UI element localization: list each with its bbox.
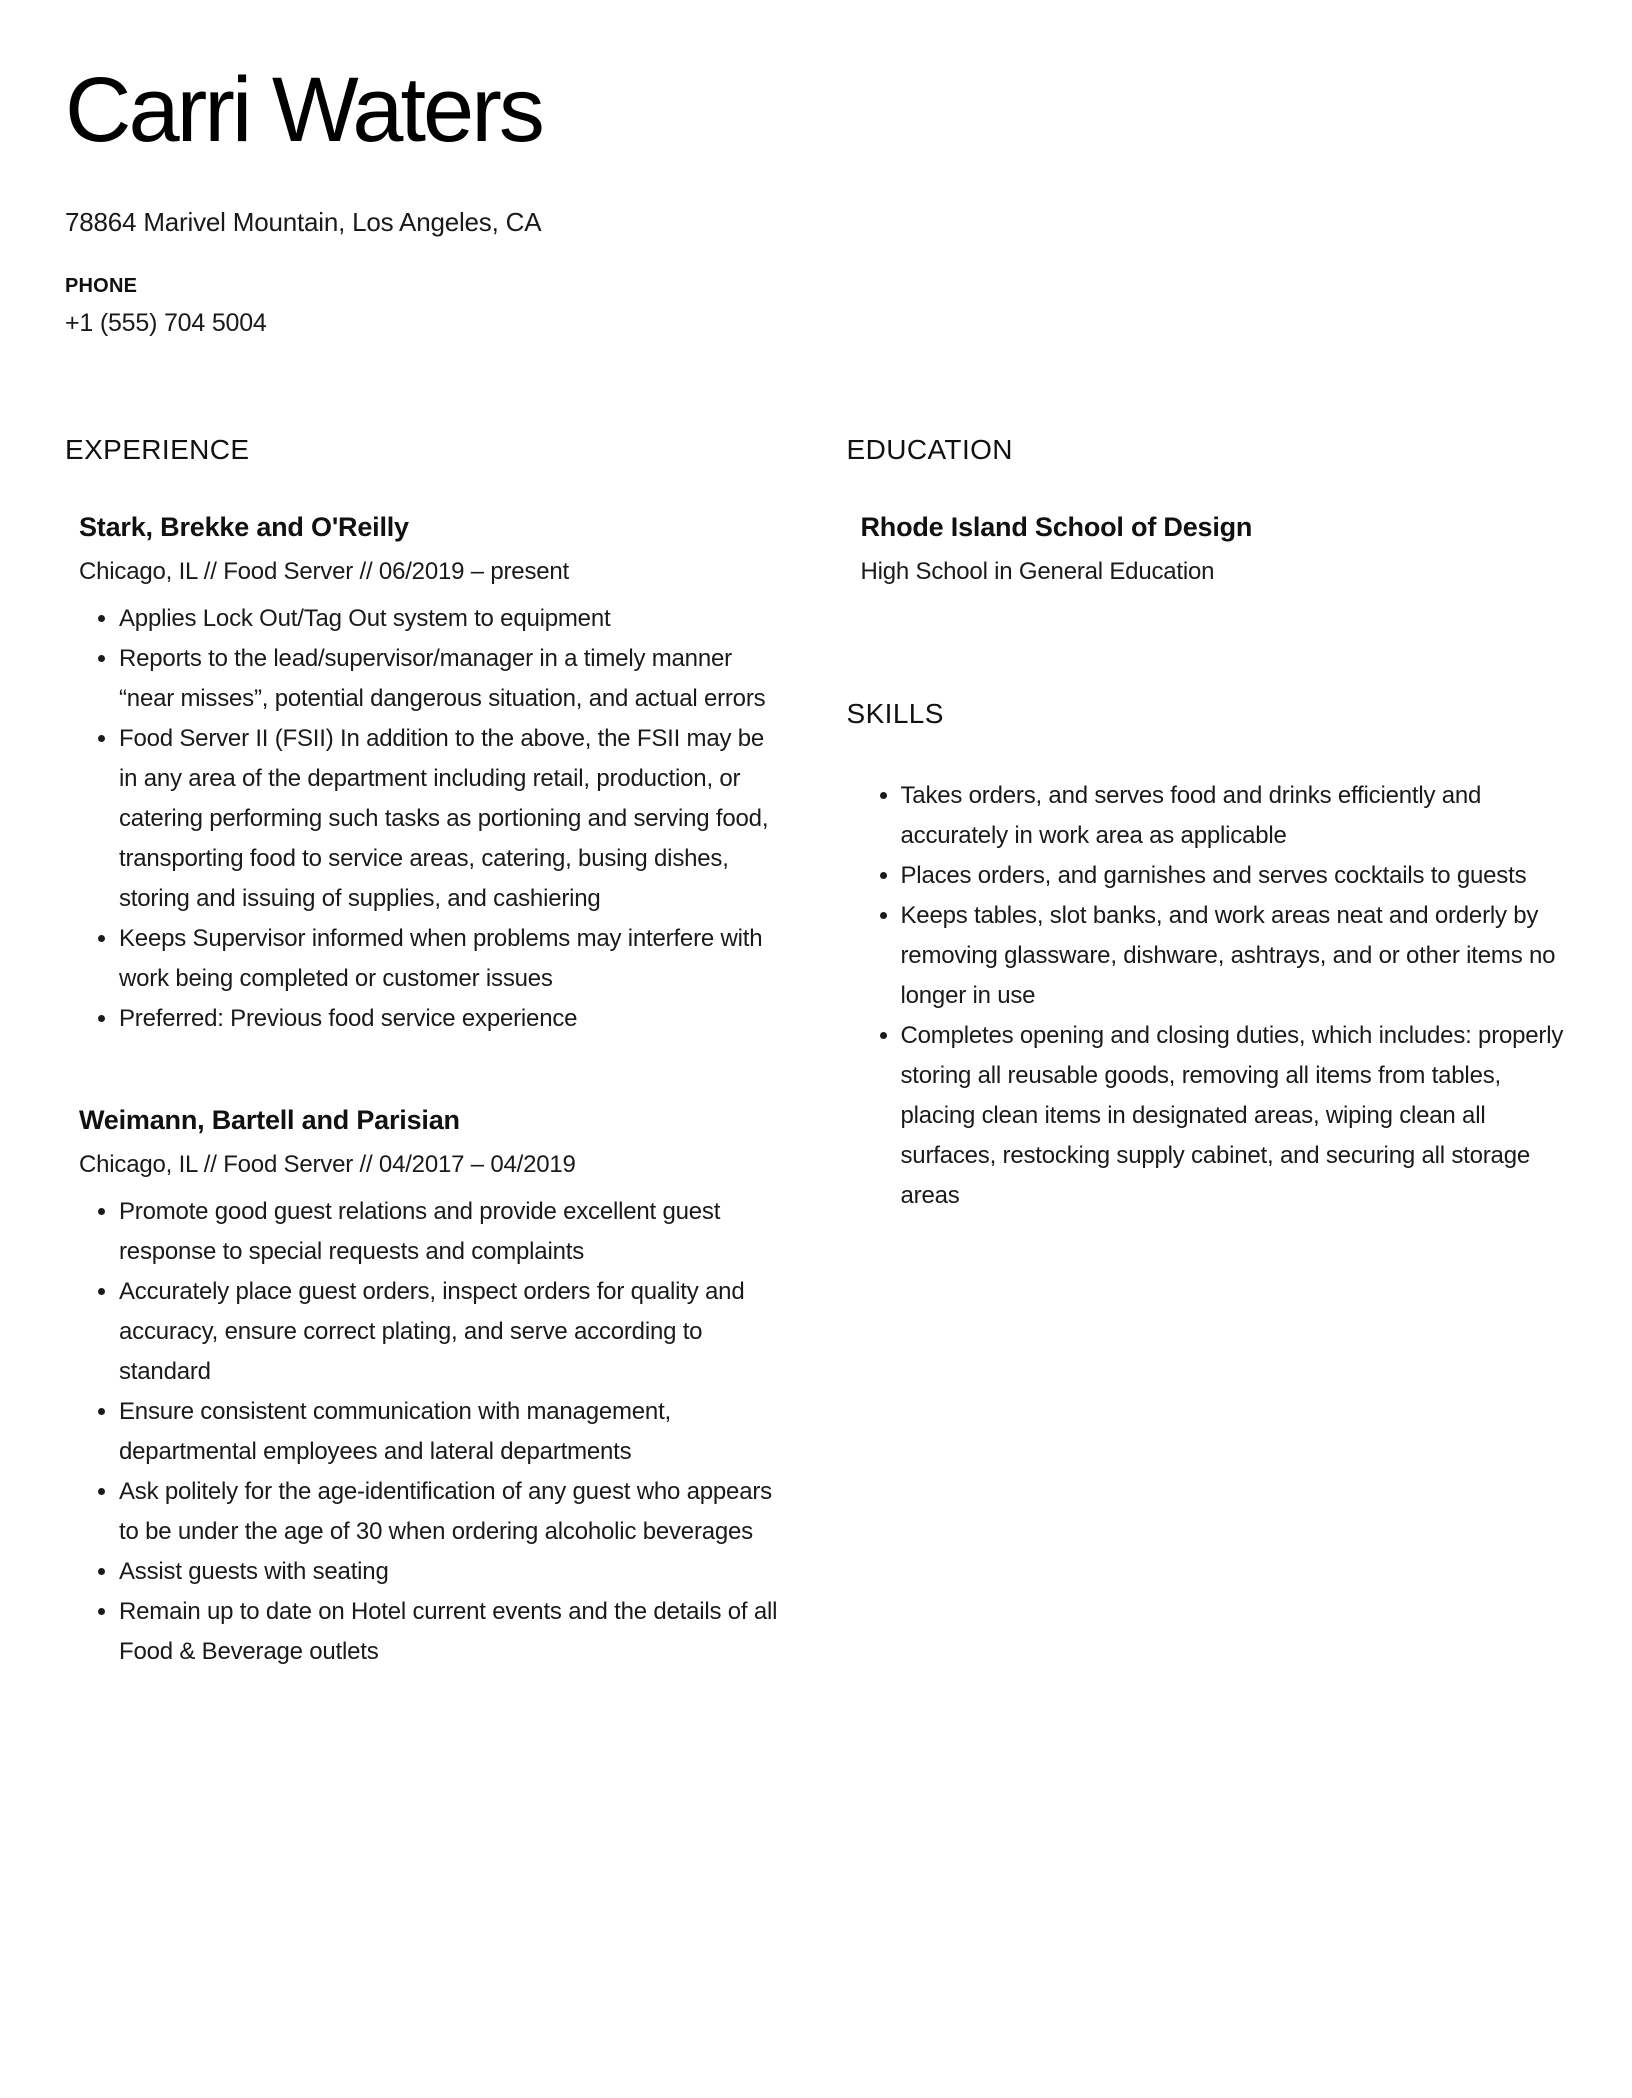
skills-section bbox=[847, 698, 1571, 1216]
resume-header bbox=[65, 59, 1570, 338]
experience-section bbox=[65, 434, 789, 1672]
experience-heading: EXPERIENCE bbox=[65, 434, 250, 466]
resume-columns bbox=[65, 434, 1570, 1672]
bullet-item: • Keeps tables, slot banks, and work areas neat and orderly by removing glassware, dishware, ashtrays, and or other items no longer in use bbox=[901, 896, 1571, 1016]
job-entry bbox=[79, 1105, 789, 1672]
bullet-item: • Remain up to date on Hotel current events and the details of all Food & Beverage outlets bbox=[119, 1592, 789, 1672]
school-name: Rhode Island School of Design bbox=[860, 512, 1253, 543]
bullet-item: • Reports to the lead/supervisor/manager in a timely manner “near misses”, potential dangerous situation, and actual errors bbox=[119, 639, 789, 719]
job-entry bbox=[79, 512, 789, 1039]
job-company: Stark, Brekke and O'Reilly bbox=[79, 512, 409, 543]
skills-bullet-list bbox=[861, 776, 1571, 1216]
bullet-item: • Completes opening and closing duties, which includes: properly storing all reusable goods, removing all items from tables, placing clean items in designated areas, wiping clean all surfaces, restocking supply cabinet, and securing all storage areas bbox=[901, 1016, 1571, 1216]
education-section bbox=[847, 434, 1571, 586]
phone-label: PHONE bbox=[65, 275, 138, 298]
degree-name: High School in General Education bbox=[860, 558, 1215, 586]
job-meta: Chicago, IL // Food Server // 06/2019 – present bbox=[79, 558, 570, 586]
job-bullet-list bbox=[79, 1192, 789, 1672]
job-bullet-list bbox=[79, 599, 789, 1039]
skills-heading: SKILLS bbox=[846, 698, 944, 730]
job-meta: Chicago, IL // Food Server // 04/2017 – 04/2019 bbox=[79, 1151, 576, 1179]
bullet-item: • Promote good guest relations and provide excellent guest response to special requests and complaints bbox=[119, 1192, 789, 1272]
bullet-item: • Food Server II (FSII) In addition to the above, the FSII may be in any area of the department including retail, production, or catering performing such tasks as portioning and serving food, transporting food to service areas, catering, busing dishes, storing and issuing of supplies, and cashiering bbox=[119, 719, 789, 919]
job-company: Weimann, Bartell and Parisian bbox=[79, 1105, 460, 1136]
bullet-item: • Ensure consistent communication with management, departmental employees and lateral departments bbox=[119, 1392, 789, 1472]
education-heading: EDUCATION bbox=[846, 434, 1013, 466]
bullet-item: • Ask politely for the age-identification of any guest who appears to be under the age of 30 when ordering alcoholic beverages bbox=[119, 1472, 789, 1552]
bullet-item: • Applies Lock Out/Tag Out system to equipment bbox=[119, 599, 789, 639]
bullet-item: • Places orders, and garnishes and serves cocktails to guests bbox=[901, 856, 1571, 896]
education-entry bbox=[861, 512, 1571, 586]
bullet-item: • Assist guests with seating bbox=[119, 1552, 789, 1592]
bullet-item: • Preferred: Previous food service experience bbox=[119, 999, 789, 1039]
bullet-item: • Takes orders, and serves food and drinks efficiently and accurately in work area as applicable bbox=[901, 776, 1571, 856]
phone-number: +1 (555) 704 5004 bbox=[65, 309, 267, 338]
bullet-item: • Keeps Supervisor informed when problems may interfere with work being completed or customer issues bbox=[119, 919, 789, 999]
experience-column bbox=[65, 434, 789, 1672]
candidate-address: 78864 Marivel Mountain, Los Angeles, CA bbox=[65, 206, 542, 237]
candidate-name: Carri Waters bbox=[65, 59, 542, 161]
bullet-item: • Accurately place guest orders, inspect orders for quality and accuracy, ensure correct plating, and serve according to standard bbox=[119, 1272, 789, 1392]
education-skills-column bbox=[847, 434, 1571, 1672]
